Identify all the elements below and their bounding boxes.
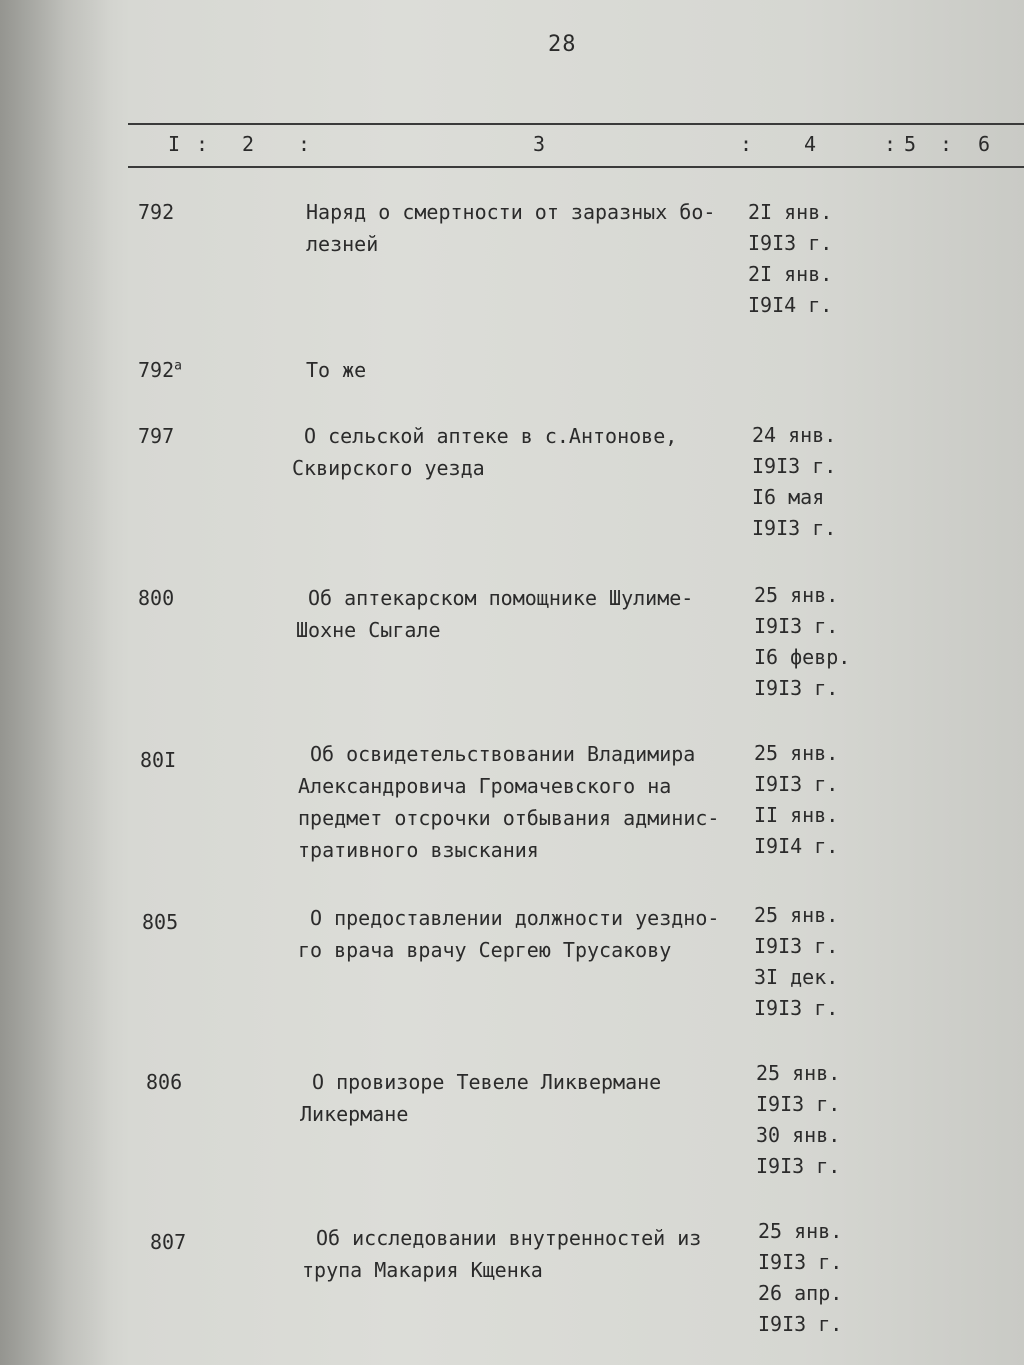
- header-rule-top: [128, 123, 1024, 125]
- entry-title-line: трупа Макария Кщенка: [302, 1258, 543, 1282]
- entry-dates: [752, 420, 836, 544]
- entry-number-text: 80I: [140, 748, 177, 772]
- entry-title-line: Александровича Громачевского на: [298, 774, 672, 798]
- header-rule-bottom: [128, 166, 1024, 168]
- entry-number-text: 792: [138, 358, 175, 382]
- entry-date-line: 24 янв.: [752, 423, 837, 447]
- entry-number: [138, 586, 174, 610]
- entry-number: [138, 358, 182, 382]
- entry-date-line: I9I3 г.: [754, 614, 839, 638]
- entry-number-text: 792: [138, 200, 175, 224]
- column-separator: :: [884, 132, 897, 156]
- entry-title-line: Шохне Сыгале: [296, 618, 441, 642]
- entry-title-line: О сельской аптеке в с.Антонове,: [304, 424, 678, 448]
- column-separator: :: [196, 132, 209, 156]
- entry-title: [296, 582, 693, 646]
- entry-date-line: I9I3 г.: [754, 996, 839, 1020]
- entry-title: [302, 1222, 701, 1286]
- entry-title-line: Об исследовании внутренностей из: [316, 1226, 702, 1250]
- entry-number: [138, 424, 174, 448]
- entry-number-text: 806: [146, 1070, 183, 1094]
- entry-date-line: I6 февр.: [754, 645, 851, 669]
- entry-date-line: I9I3 г.: [756, 1154, 841, 1178]
- entry-date-line: 2I янв.: [748, 262, 833, 286]
- entry-date-line: I9I4 г.: [754, 834, 839, 858]
- column-header-3: 3: [533, 132, 546, 156]
- entry-title-line: Сквирского уезда: [292, 456, 485, 480]
- entry-title: [306, 354, 366, 386]
- entry-number-superscript: а: [174, 358, 182, 374]
- column-separator: :: [298, 132, 311, 156]
- entry-number-text: 805: [142, 910, 179, 934]
- column-header-5: 5: [904, 132, 917, 156]
- entry-date-line: I6 мая: [752, 485, 825, 509]
- column-header-4: 4: [804, 132, 817, 156]
- entry-title-line: го врача врачу Сергею Трусакову: [298, 938, 672, 962]
- entry-dates: [748, 197, 832, 321]
- entry-title-line: Наряд о смертности от заразных бо-: [306, 200, 716, 224]
- entry-title-line: Ликермане: [300, 1102, 409, 1126]
- entry-number: [140, 748, 176, 772]
- column-header-6: 6: [978, 132, 991, 156]
- page-number: 28: [548, 32, 577, 57]
- entry-date-line: 26 апр.: [758, 1281, 843, 1305]
- entry-title-line: О провизоре Тевеле Ликвермане: [312, 1070, 662, 1094]
- column-header-2: 2: [242, 132, 255, 156]
- entry-date-line: I9I3 г.: [754, 772, 839, 796]
- entry-date-line: I9I3 г.: [752, 454, 837, 478]
- entry-date-line: 25 янв.: [754, 583, 839, 607]
- page-fold-shadow: [0, 0, 110, 1365]
- entry-title-line: О предоставлении должности уездно-: [310, 906, 720, 930]
- entry-number-text: 797: [138, 424, 175, 448]
- entry-date-line: I9I4 г.: [748, 293, 833, 317]
- entry-dates: [754, 900, 838, 1024]
- entry-number: [146, 1070, 182, 1094]
- entry-title-line: Об аптекарском помощнике Шулиме-: [308, 586, 694, 610]
- column-separator: :: [940, 132, 953, 156]
- entry-date-line: 25 янв.: [754, 741, 839, 765]
- entry-date-line: 25 янв.: [754, 903, 839, 927]
- entry-title: [306, 196, 715, 260]
- entry-date-line: I9I3 г.: [754, 676, 839, 700]
- entry-title-line: тративного взыскания: [298, 838, 539, 862]
- entry-date-line: I9I3 г.: [748, 231, 833, 255]
- entry-date-line: I9I3 г.: [756, 1092, 841, 1116]
- entry-dates: [756, 1058, 840, 1182]
- entry-title-line: То же: [306, 358, 367, 382]
- column-header-1: I: [168, 132, 181, 156]
- entry-date-line: 2I янв.: [748, 200, 833, 224]
- entry-number: [150, 1230, 186, 1254]
- entry-title: [298, 738, 719, 866]
- column-separator: :: [740, 132, 753, 156]
- entry-title: [300, 1066, 661, 1130]
- entry-date-line: 25 янв.: [758, 1219, 843, 1243]
- entry-date-line: I9I3 г.: [758, 1250, 843, 1274]
- entry-date-line: II янв.: [754, 803, 839, 827]
- entry-date-line: I9I3 г.: [752, 516, 837, 540]
- entry-dates: [754, 580, 850, 704]
- entry-title: [298, 902, 719, 966]
- entry-date-line: 30 янв.: [756, 1123, 841, 1147]
- entry-title-line: предмет отсрочки отбывания админис-: [298, 806, 720, 830]
- entry-title-line: Об освидетельствовании Владимира: [310, 742, 696, 766]
- entry-title-line: лезней: [306, 232, 379, 256]
- entry-number: [142, 910, 178, 934]
- entry-number-text: 800: [138, 586, 175, 610]
- entry-date-line: 25 янв.: [756, 1061, 841, 1085]
- entry-dates: [754, 738, 838, 862]
- entry-title: [292, 420, 677, 484]
- entry-date-line: I9I3 г.: [758, 1312, 843, 1336]
- entry-number: [138, 200, 174, 224]
- entry-number-text: 807: [150, 1230, 187, 1254]
- entry-date-line: I9I3 г.: [754, 934, 839, 958]
- entry-dates: [758, 1216, 842, 1340]
- entry-date-line: 3I дек.: [754, 965, 839, 989]
